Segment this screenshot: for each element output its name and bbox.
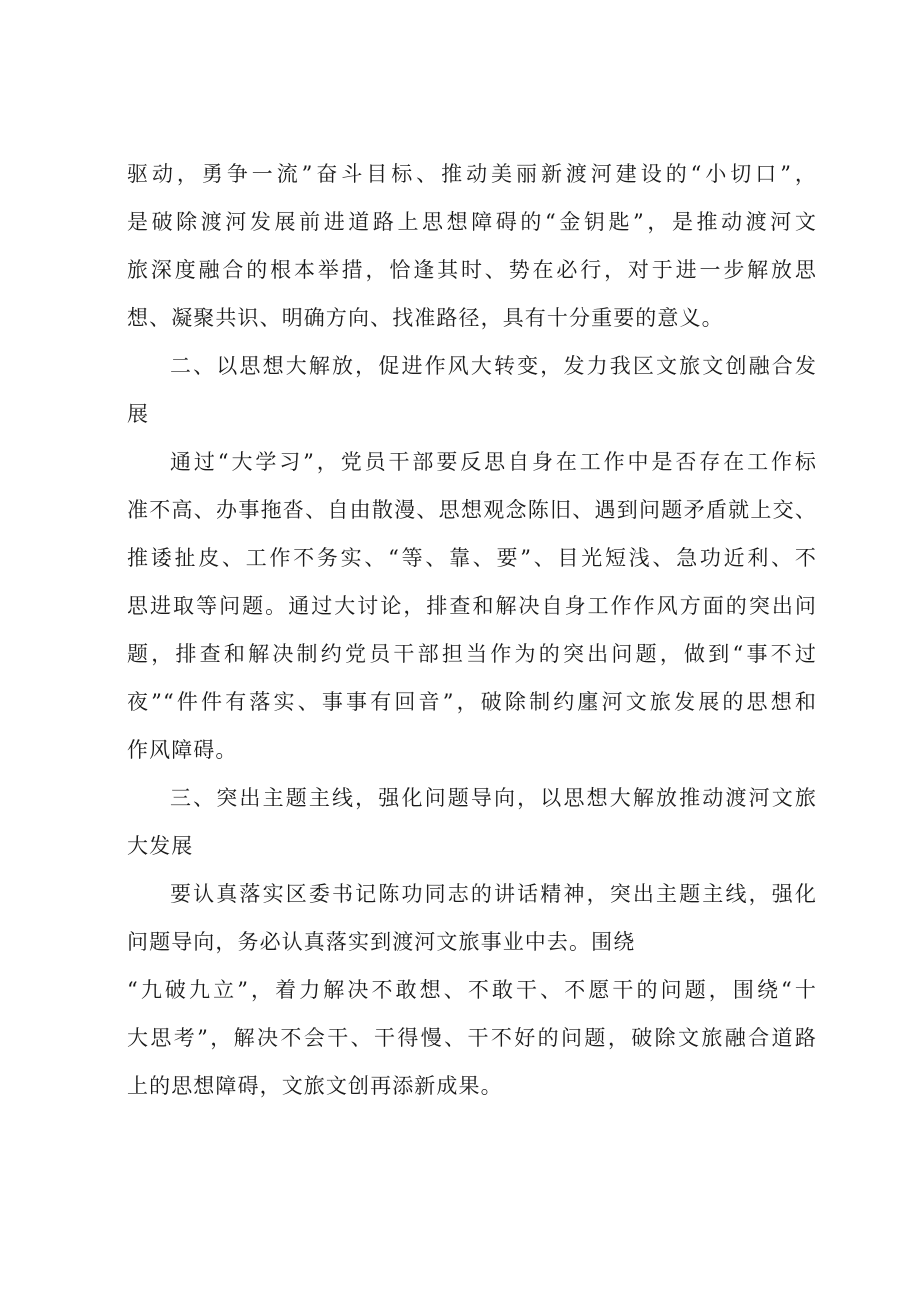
section-heading-3-continued: 大发展 [127,834,194,858]
body-text-line: 是破除渡河发展前进道路上思想障碍的“金钥匙”，是推动渡河文 [127,210,817,234]
body-text-line: 上的思想障碍，文旅文创再添新成果。 [127,1074,503,1098]
section-heading-2: 二、以思想大解放，促进作风大转变，发力我区文旅文创融合发 [170,354,817,378]
body-text-line: 夜”“件件有落实、事事有回音”，破除制约廛河文旅发展的思想和 [127,690,817,714]
body-text-line: 题，排查和解决制约党员干部担当作为的突出问题，做到“事不过 [127,642,817,666]
body-text-line: 大思考”，解决不会干、干得慢、干不好的问题，破除文旅融合道路 [127,1026,817,1050]
body-text-line: 想、凝聚共识、明确方向、找准路径，具有十分重要的意义。 [127,306,724,330]
body-text-line: 作风障碍。 [127,738,238,762]
section-heading-3: 三、突出主题主线，强化问题导向，以思想大解放推动渡河文旅 [170,786,817,810]
body-text-line: 推诿扯皮、工作不务实、“等、靠、要”、目光短浅、急功近利、不 [127,546,817,570]
body-text-line: 问题导向，务必认真落实到渡河文旅事业中去。围绕 [127,930,636,954]
body-text-line: 要认真落实区委书记陈功同志的讲话精神，突出主题主线，强化 [170,882,817,906]
body-text-line: 通过“大学习”，党员干部要反思自身在工作中是否存在工作标 [170,450,817,474]
body-text-line: 思进取等问题。通过大讨论，排查和解决自身工作作风方面的突出问 [127,594,817,618]
section-heading-2-continued: 展 [127,402,150,426]
body-text-line: 准不高、办事拖沓、自由散漫、思想观念陈旧、遇到问题矛盾就上交、 [127,498,817,522]
body-text-line: 驱动，勇争一流”奋斗目标、推动美丽新渡河建设的“小切口”， [127,162,817,186]
body-text-line: 旅深度融合的根本举措，恰逢其时、势在必行，对于进一步解放思 [127,258,817,282]
body-text-line: “九破九立”，着力解决不敢想、不敢干、不愿干的问题，围绕“十 [127,978,817,1002]
